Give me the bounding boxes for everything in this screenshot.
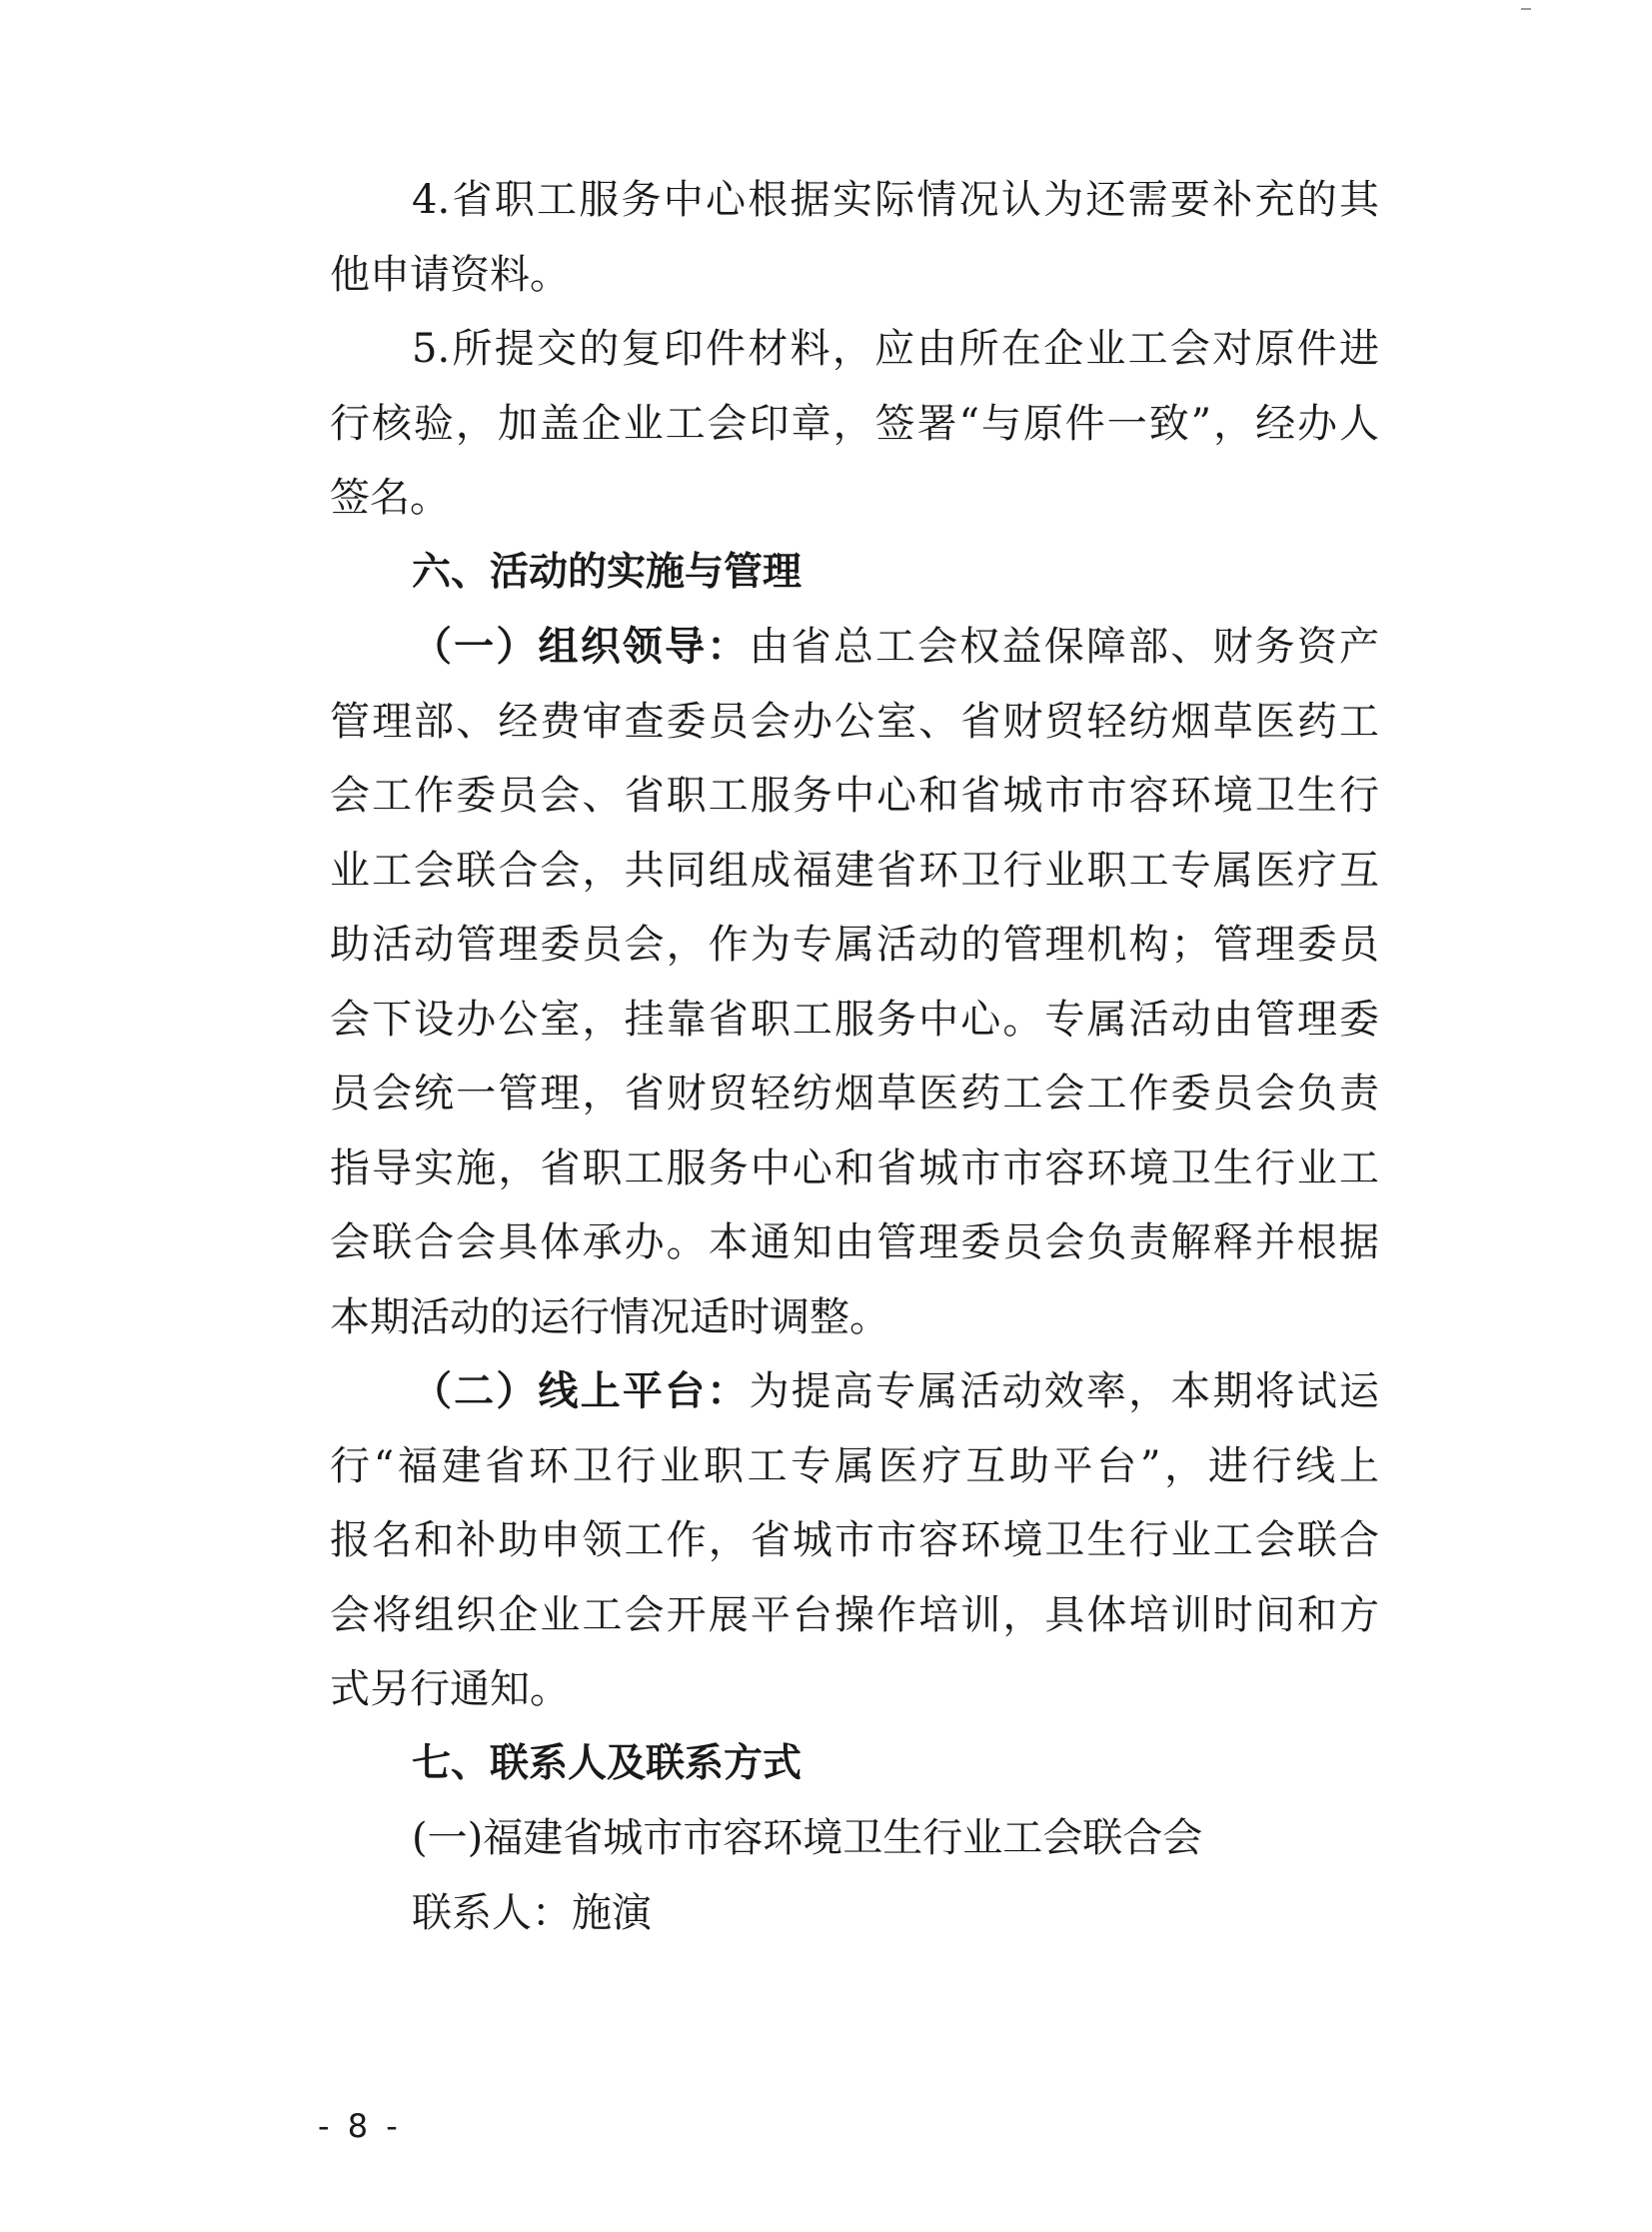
paragraph-line: 会工作委员会、省职工服务中心和省城市市容环境卫生行 (330, 773, 1379, 819)
paragraph-line: 会联合会具体承办。本通知由管理委员会负责解释并根据 (330, 1219, 1379, 1265)
body-text (330, 163, 1379, 1950)
page-number: - 8 - (318, 2107, 402, 2145)
paragraph-line: 会下设办公室，挂靠省职工服务中心。专属活动由管理委 (330, 996, 1379, 1043)
paragraph-line: 指导实施，省职工服务中心和省城市市容环境卫生行业工 (330, 1144, 1379, 1191)
paragraph-line: 业工会联合会，共同组成福建省环卫行业职工专属医疗互 (330, 847, 1379, 894)
paragraph-line: 员会统一管理，省财贸轻纺烟草医药工会工作委员会负责 (330, 1071, 1379, 1116)
scan-mark (1521, 8, 1531, 10)
paragraph-line: 式另行通知。 (330, 1666, 570, 1712)
paragraph-line: 行“福建省环卫行业职工专属医疗互助平台”，进行线上 (330, 1442, 1379, 1489)
paragraph-line (330, 1354, 1379, 1429)
paragraph-line: 联系人：施演 (412, 1889, 652, 1936)
paragraph-line: 报名和补助申领工作，省城市市容环境卫生行业工会联合 (330, 1517, 1379, 1563)
paragraph-line: 会将组织企业工会开展平台操作培训，具体培训时间和方 (330, 1591, 1379, 1638)
paragraph-line: 本期活动的运行情况适时调整。 (330, 1293, 889, 1340)
paragraph-line: 4.省职工服务中心根据实际情况认为还需要补充的其 (412, 177, 1379, 223)
paragraph-line (330, 610, 1379, 685)
paragraph-line: 管理部、经费审查委员会办公室、省财贸轻纺烟草医药工 (330, 698, 1379, 745)
subsection-lead: （二）线上平台： (412, 1367, 750, 1414)
section-heading: 六、活动的实施与管理 (412, 549, 803, 595)
paragraph-line: 签名。 (330, 475, 450, 521)
paragraph-text: 由省总工会权益保障部、财务资产 (749, 624, 1379, 670)
subsection-lead: （一）组织领导： (412, 623, 750, 670)
paragraph-line: (一)福建省城市市容环境卫生行业工会联合会 (412, 1815, 1203, 1861)
section-heading: 七、联系人及联系方式 (412, 1740, 803, 1786)
paragraph-text: 为提高专属活动效率，本期将试运 (749, 1368, 1379, 1414)
paragraph-line: 行核验，加盖企业工会印章，签署“与原件一致”，经办人 (330, 400, 1379, 447)
paragraph-line: 助活动管理委员会，作为专属活动的管理机构；管理委员 (330, 922, 1379, 968)
paragraph-line: 5.所提交的复印件材料，应由所在企业工会对原件进 (412, 326, 1379, 372)
paragraph-line: 他申请资料。 (330, 251, 570, 298)
